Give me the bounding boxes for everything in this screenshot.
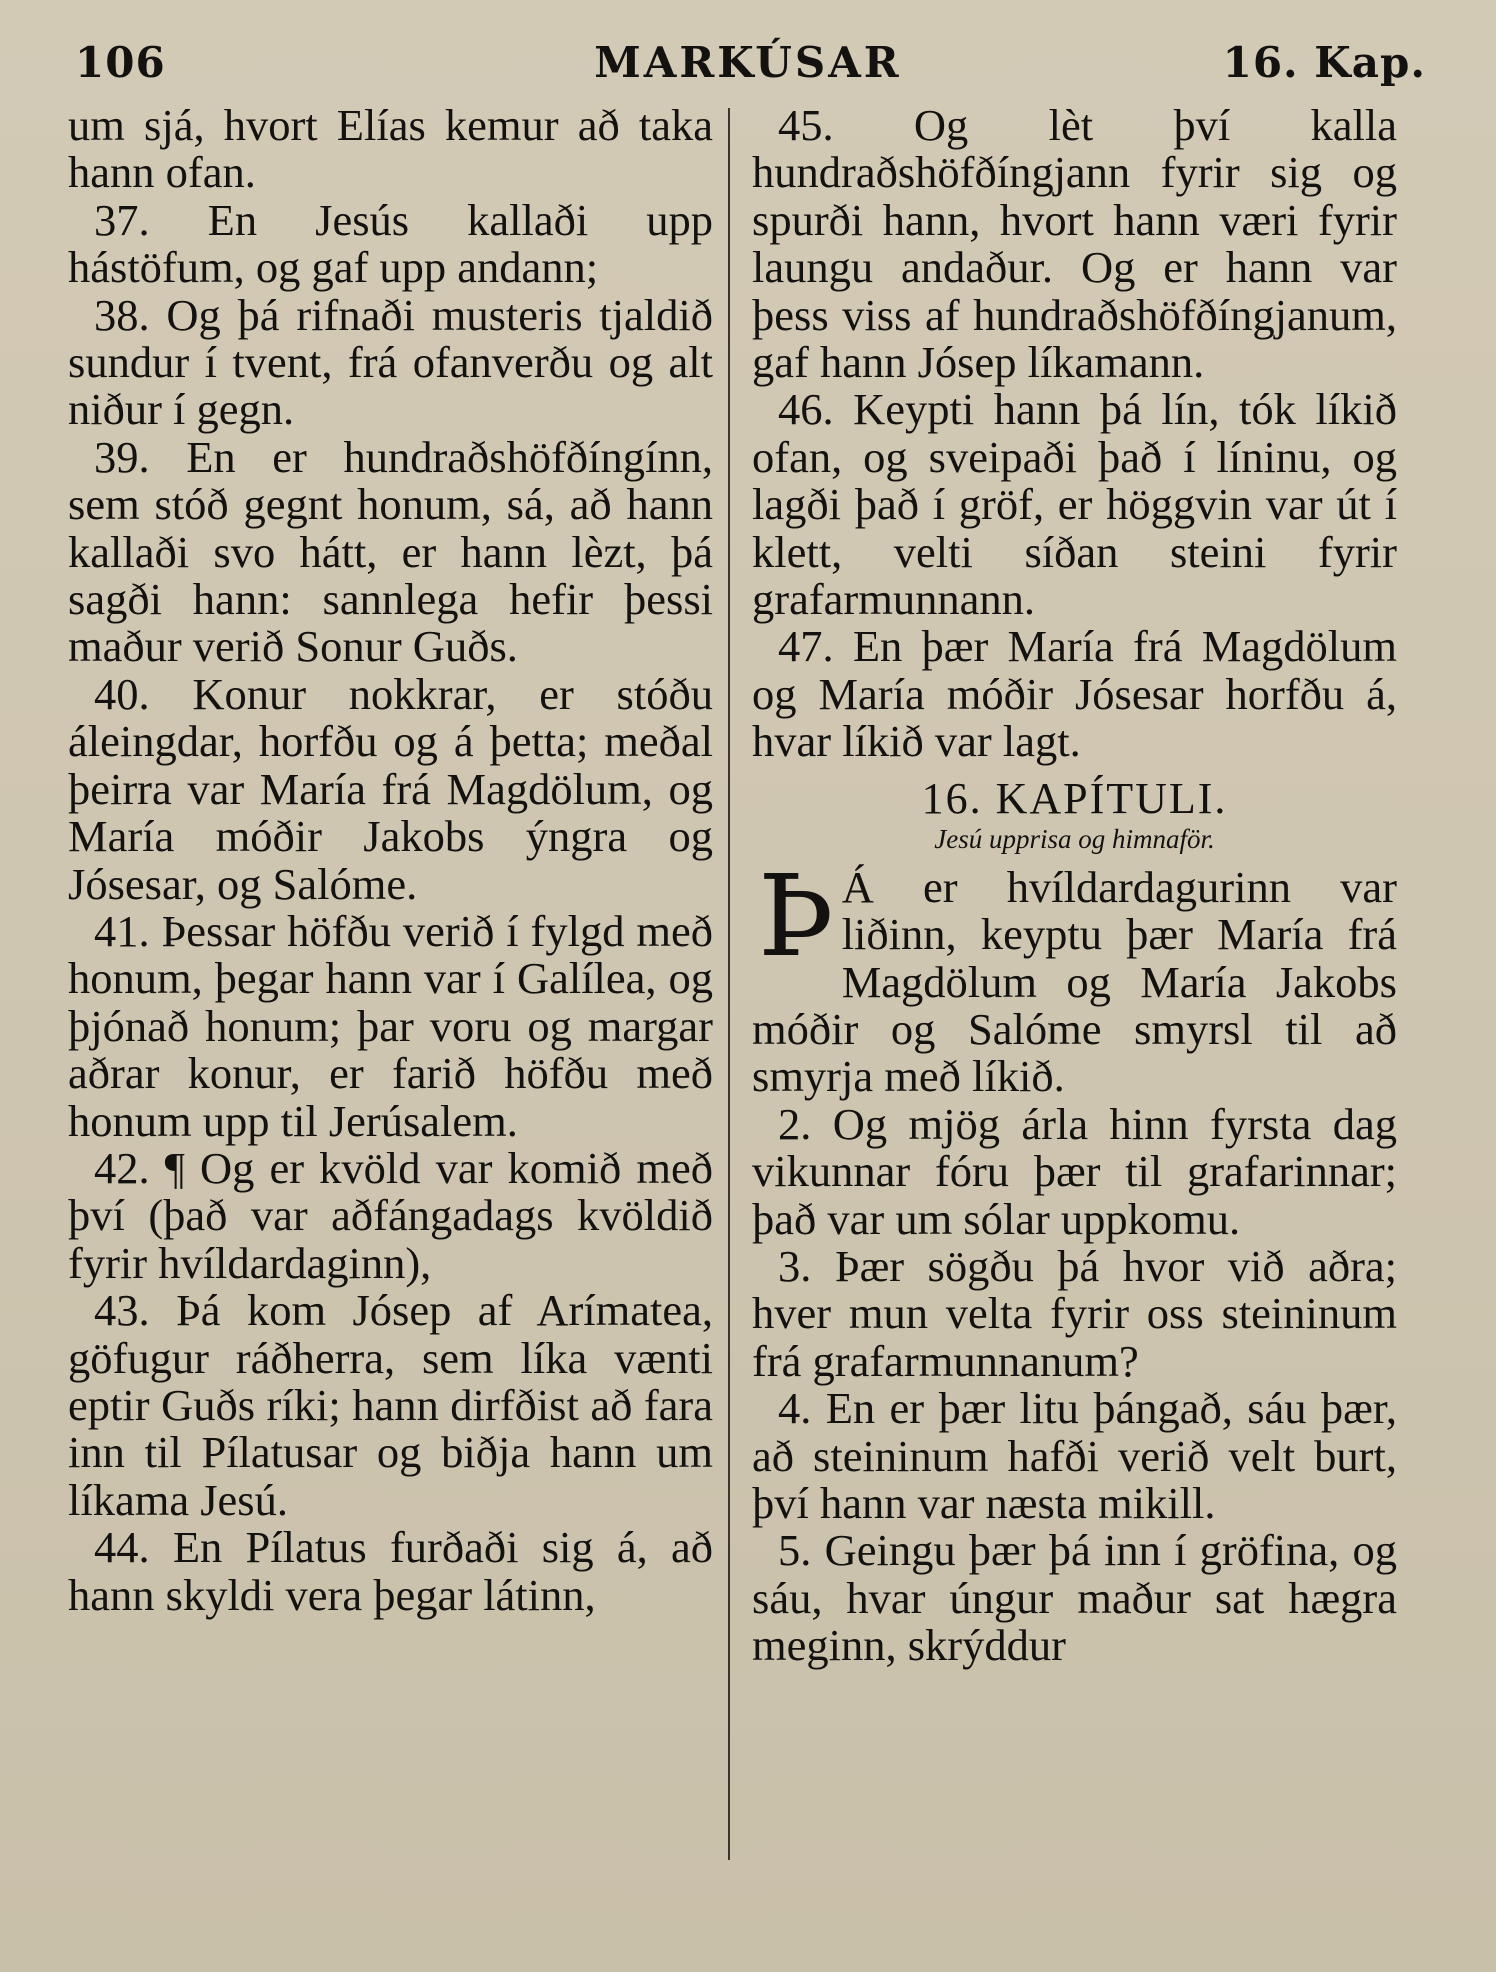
chapter-heading: 16. KAPÍTULI. xyxy=(921,773,1228,823)
left-column xyxy=(68,102,713,1619)
verse-41: 41. Þessar höfðu verið í fylgd með honum, þegar hann var í Galílea, og þjónað honum; þar voru og margar aðrar konur, er farið höfðu með honum upp til Jerúsalem. xyxy=(68,905,713,1146)
book-title: MARKÚSAR xyxy=(594,38,902,87)
chapter-16-verse-1 xyxy=(752,851,1397,1102)
page-header xyxy=(70,38,1426,98)
verse-46: 46. Keypti hann þá lín, tók líkið ofan, og sveipaði það í líninu, og lagði það í gröf, er höggvin var út í klett, velti síðan steini fyrir grafarmunnann. xyxy=(752,384,1397,625)
verse-38: 38. Og þá rifnaði musteris tjaldið sundur í tvent, frá ofanverðu og alt niður í gegn. xyxy=(68,289,713,435)
chapter-summary: Jesú upprisa og himnaför. xyxy=(934,823,1215,854)
verse-44: 44. En Pílatus furðaði sig á, að hann skyldi vera þegar látinn, xyxy=(68,1522,713,1620)
chapter-reference: 16. Kap. xyxy=(1222,38,1426,87)
page-number: 106 xyxy=(75,38,166,87)
chapter-16-verse-3: 3. Þær sögðu þá hvor við aðra; hver mun velta fyrir oss steininum frá grafarmunnanum? xyxy=(752,1240,1397,1386)
verse-37: 37. En Jesús kallaði upp hástöfum, og gaf upp andann; xyxy=(68,194,713,293)
verse-36-continuation: um sjá, hvort Elías kemur að taka hann ofan. xyxy=(68,100,713,198)
chapter-16-verse-4: 4. En er þær litu þángað, sáu þær, að steininum hafði verið velt burt, því hann var næsta mikill. xyxy=(752,1383,1397,1528)
column-divider xyxy=(728,108,730,1860)
verse-45: 45. Og lèt því kalla hundraðshöfðíngjann fyrir sig og spurði hann, hvort hann væri fyrir laungu andaður. Og er hann var þess viss af hundraðshöfðíngjanum, gaf hann Jósep líkamann. xyxy=(752,100,1397,388)
verse-39: 39. En er hundraðshöfðíngínn, sem stóð gegnt honum, sá, að hann kallaði svo hátt, er hann lèzt, þá sagði hann: sannlega hefir þessi maður verið Sonur Guðs. xyxy=(68,431,713,672)
right-column xyxy=(752,102,1397,1670)
chapter-16-verse-5: 5. Geingu þær þá inn í gröfina, og sáu, hvar úngur maður sat hægra meginn, skrýddur xyxy=(752,1525,1397,1671)
verse-42: 42. ¶ Og er kvöld var komið með því (það var aðfángadags kvöldið fyrir hvíldardaginn), xyxy=(68,1142,713,1288)
verse-43: 43. Þá kom Jósep af Arímatea, göfugur ráðherra, sem líka vænti eptir Guðs ríki; hann dirfðist að fara inn til Pílatusar og biðja hann um líkama Jesú. xyxy=(68,1285,713,1525)
verse-40: 40. Konur nokkrar, er stóðu áleingdar, horfðu og á þetta; meðal þeirra var María frá Magdölum, og María móðir Jakobs ýngra og Jósesar, og Salóme. xyxy=(68,668,713,909)
verse-1-text: Á er hvíldardagurinn var liðinn, keyptu þær María frá Magdölum og María Jakobs móðir og Salóme smyrsl til að smyrja með líkið. xyxy=(752,861,1397,1102)
drop-cap: Þ xyxy=(758,851,834,982)
chapter-16-verse-2: 2. Og mjög árla hinn fyrsta dag vikunnar fóru þær til grafarinnar; það var um sólar uppkomu. xyxy=(752,1098,1397,1244)
verse-47: 47. En þær María frá Magdölum og María móðir Jósesar horfðu á, hvar líkið var lagt. xyxy=(752,621,1397,767)
